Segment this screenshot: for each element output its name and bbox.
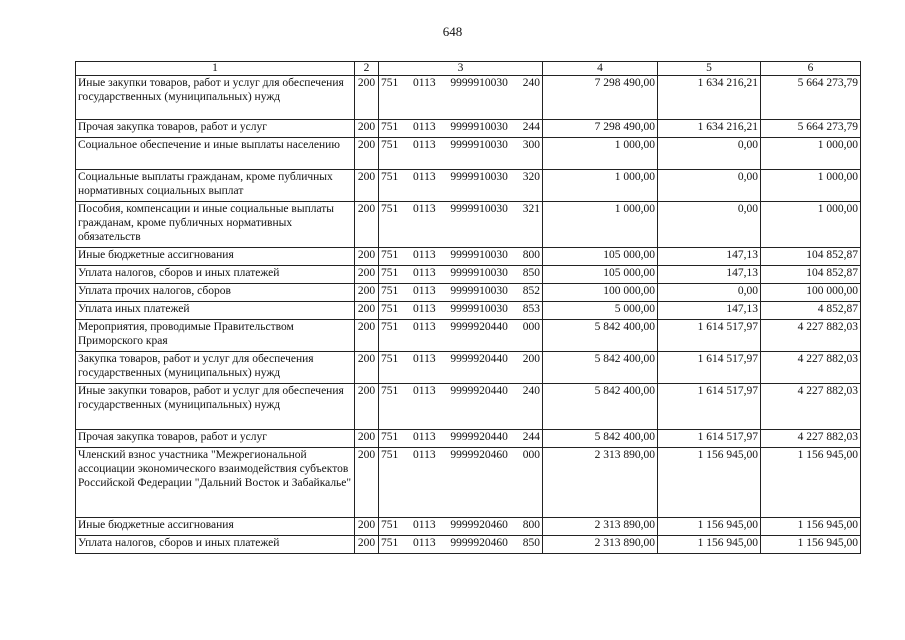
code-target: 9999910030 xyxy=(450,249,508,261)
code-section: 0113 xyxy=(413,121,436,133)
code-expense-type: 850 xyxy=(522,537,540,549)
row-name: Прочая закупка товаров, работ и услуг xyxy=(76,120,355,138)
row-col4-value: 105 000,00 xyxy=(543,248,658,266)
row-col5-value: 1 634 216,21 xyxy=(658,120,761,138)
code-section: 0113 xyxy=(413,519,436,531)
code-glv: 751 xyxy=(381,431,399,443)
row-classification-code xyxy=(379,302,543,320)
table-row xyxy=(76,536,861,554)
row-col4-value: 7 298 490,00 xyxy=(543,76,658,120)
column-header: 3 xyxy=(379,62,543,76)
row-col4-value: 5 842 400,00 xyxy=(543,320,658,352)
row-name: Иные бюджетные ассигнования xyxy=(76,248,355,266)
table-row xyxy=(76,518,861,536)
row-col4-value: 5 842 400,00 xyxy=(543,352,658,384)
table-row xyxy=(76,352,861,384)
row-col6-value: 1 156 945,00 xyxy=(761,518,861,536)
row-name: Членский взнос участника "Межрегиональной ассоциации экономического взаимодействия субъектов Российской Федерации "Дальний Восток и Забайкалье" xyxy=(76,448,355,518)
row-col4-value: 5 000,00 xyxy=(543,302,658,320)
table-row xyxy=(76,170,861,202)
code-target: 9999920460 xyxy=(450,519,508,531)
row-code-col2: 200 xyxy=(355,248,379,266)
row-code-col2: 200 xyxy=(355,120,379,138)
code-glv: 751 xyxy=(381,303,399,315)
code-target: 9999910030 xyxy=(450,77,508,89)
row-col5-value: 1 614 517,97 xyxy=(658,320,761,352)
code-section: 0113 xyxy=(413,449,436,461)
code-target: 9999910030 xyxy=(450,171,508,183)
row-col6-value: 4 227 882,03 xyxy=(761,352,861,384)
row-classification-code xyxy=(379,430,543,448)
code-target: 9999910030 xyxy=(450,121,508,133)
row-name: Иные закупки товаров, работ и услуг для обеспечения государственных (муниципальных) нужд xyxy=(76,76,355,120)
header-row xyxy=(76,62,861,76)
row-col5-value: 1 156 945,00 xyxy=(658,536,761,554)
row-code-col2: 200 xyxy=(355,448,379,518)
code-section: 0113 xyxy=(413,203,436,215)
code-section: 0113 xyxy=(413,303,436,315)
row-col6-value: 4 227 882,03 xyxy=(761,384,861,430)
row-col6-value: 104 852,87 xyxy=(761,248,861,266)
code-target: 9999920460 xyxy=(450,449,508,461)
code-glv: 751 xyxy=(381,519,399,531)
row-name: Иные закупки товаров, работ и услуг для обеспечения государственных (муниципальных) нужд xyxy=(76,384,355,430)
table-row xyxy=(76,138,861,170)
row-col4-value: 5 842 400,00 xyxy=(543,430,658,448)
row-col5-value: 1 614 517,97 xyxy=(658,430,761,448)
code-target: 9999920440 xyxy=(450,431,508,443)
row-col6-value: 1 000,00 xyxy=(761,138,861,170)
code-section: 0113 xyxy=(413,321,436,333)
code-expense-type: 240 xyxy=(522,77,540,89)
row-classification-code xyxy=(379,120,543,138)
code-section: 0113 xyxy=(413,77,436,89)
row-code-col2: 200 xyxy=(355,430,379,448)
table-row xyxy=(76,320,861,352)
row-code-col2: 200 xyxy=(355,536,379,554)
column-header: 5 xyxy=(658,62,761,76)
row-col5-value: 0,00 xyxy=(658,284,761,302)
row-col6-value: 100 000,00 xyxy=(761,284,861,302)
code-expense-type: 850 xyxy=(522,267,540,279)
row-col4-value: 2 313 890,00 xyxy=(543,518,658,536)
code-expense-type: 800 xyxy=(522,249,540,261)
row-name: Мероприятия, проводимые Правительством Приморского края xyxy=(76,320,355,352)
code-target: 9999910030 xyxy=(450,203,508,215)
code-section: 0113 xyxy=(413,249,436,261)
column-header: 4 xyxy=(543,62,658,76)
row-col4-value: 5 842 400,00 xyxy=(543,384,658,430)
code-glv: 751 xyxy=(381,77,399,89)
row-col5-value: 147,13 xyxy=(658,248,761,266)
row-classification-code xyxy=(379,266,543,284)
code-expense-type: 000 xyxy=(522,449,540,461)
row-code-col2: 200 xyxy=(355,352,379,384)
code-glv: 751 xyxy=(381,267,399,279)
code-expense-type: 244 xyxy=(522,121,540,133)
column-header: 1 xyxy=(76,62,355,76)
code-target: 9999910030 xyxy=(450,139,508,151)
row-code-col2: 200 xyxy=(355,284,379,302)
code-glv: 751 xyxy=(381,321,399,333)
row-classification-code xyxy=(379,536,543,554)
row-col6-value: 4 227 882,03 xyxy=(761,430,861,448)
code-expense-type: 853 xyxy=(522,303,540,315)
row-name: Пособия, компенсации и иные социальные выплаты гражданам, кроме публичных нормативных обязательств xyxy=(76,202,355,248)
row-col5-value: 1 634 216,21 xyxy=(658,76,761,120)
code-section: 0113 xyxy=(413,537,436,549)
row-code-col2: 200 xyxy=(355,170,379,202)
code-glv: 751 xyxy=(381,171,399,183)
table-row xyxy=(76,284,861,302)
table-row xyxy=(76,120,861,138)
column-header: 6 xyxy=(761,62,861,76)
row-classification-code xyxy=(379,284,543,302)
row-name: Социальное обеспечение и иные выплаты населению xyxy=(76,138,355,170)
code-glv: 751 xyxy=(381,537,399,549)
row-classification-code xyxy=(379,320,543,352)
code-expense-type: 244 xyxy=(522,431,540,443)
code-glv: 751 xyxy=(381,139,399,151)
table-row xyxy=(76,302,861,320)
code-expense-type: 321 xyxy=(522,203,540,215)
code-target: 9999910030 xyxy=(450,285,508,297)
code-glv: 751 xyxy=(381,249,399,261)
row-code-col2: 200 xyxy=(355,202,379,248)
row-col4-value: 2 313 890,00 xyxy=(543,448,658,518)
row-col4-value: 1 000,00 xyxy=(543,170,658,202)
page-number: 648 xyxy=(442,24,463,39)
column-header: 2 xyxy=(355,62,379,76)
code-target: 9999920440 xyxy=(450,385,508,397)
code-glv: 751 xyxy=(381,285,399,297)
row-col5-value: 1 156 945,00 xyxy=(658,518,761,536)
row-col6-value: 5 664 273,79 xyxy=(761,76,861,120)
row-name: Уплата иных платежей xyxy=(76,302,355,320)
code-glv: 751 xyxy=(381,121,399,133)
row-col4-value: 1 000,00 xyxy=(543,138,658,170)
row-col6-value: 1 000,00 xyxy=(761,170,861,202)
table-row xyxy=(76,384,861,430)
budget-table xyxy=(75,61,861,554)
row-col4-value: 100 000,00 xyxy=(543,284,658,302)
row-name: Закупка товаров, работ и услуг для обеспечения государственных (муниципальных) нужд xyxy=(76,352,355,384)
row-col4-value: 1 000,00 xyxy=(543,202,658,248)
row-classification-code xyxy=(379,170,543,202)
table-row xyxy=(76,248,861,266)
table-row xyxy=(76,448,861,518)
code-expense-type: 240 xyxy=(522,385,540,397)
code-glv: 751 xyxy=(381,203,399,215)
row-classification-code xyxy=(379,76,543,120)
code-target: 9999910030 xyxy=(450,267,508,279)
row-col6-value: 4 852,87 xyxy=(761,302,861,320)
table-row xyxy=(76,76,861,120)
row-col6-value: 1 156 945,00 xyxy=(761,448,861,518)
code-expense-type: 200 xyxy=(522,353,540,365)
code-glv: 751 xyxy=(381,449,399,461)
row-col5-value: 0,00 xyxy=(658,202,761,248)
code-section: 0113 xyxy=(413,139,436,151)
row-name: Уплата прочих налогов, сборов xyxy=(76,284,355,302)
row-col5-value: 0,00 xyxy=(658,138,761,170)
row-col6-value: 104 852,87 xyxy=(761,266,861,284)
row-classification-code xyxy=(379,202,543,248)
row-classification-code xyxy=(379,518,543,536)
code-section: 0113 xyxy=(413,385,436,397)
code-expense-type: 320 xyxy=(522,171,540,183)
code-section: 0113 xyxy=(413,267,436,279)
row-classification-code xyxy=(379,248,543,266)
row-classification-code xyxy=(379,352,543,384)
code-expense-type: 800 xyxy=(522,519,540,531)
code-target: 9999920440 xyxy=(450,353,508,365)
row-code-col2: 200 xyxy=(355,76,379,120)
row-col5-value: 1 156 945,00 xyxy=(658,448,761,518)
code-section: 0113 xyxy=(413,353,436,365)
row-col4-value: 105 000,00 xyxy=(543,266,658,284)
row-code-col2: 200 xyxy=(355,138,379,170)
row-name: Уплата налогов, сборов и иных платежей xyxy=(76,536,355,554)
row-col6-value: 5 664 273,79 xyxy=(761,120,861,138)
code-target: 9999910030 xyxy=(450,303,508,315)
row-col5-value: 147,13 xyxy=(658,302,761,320)
row-name: Уплата налогов, сборов и иных платежей xyxy=(76,266,355,284)
row-name: Социальные выплаты гражданам, кроме публичных нормативных социальных выплат xyxy=(76,170,355,202)
row-code-col2: 200 xyxy=(355,384,379,430)
row-col6-value: 1 000,00 xyxy=(761,202,861,248)
table-row xyxy=(76,266,861,284)
table-row xyxy=(76,430,861,448)
row-classification-code xyxy=(379,384,543,430)
row-col6-value: 1 156 945,00 xyxy=(761,536,861,554)
row-code-col2: 200 xyxy=(355,320,379,352)
code-section: 0113 xyxy=(413,431,436,443)
code-section: 0113 xyxy=(413,285,436,297)
code-glv: 751 xyxy=(381,353,399,365)
row-classification-code xyxy=(379,448,543,518)
row-col5-value: 0,00 xyxy=(658,170,761,202)
code-glv: 751 xyxy=(381,385,399,397)
code-expense-type: 000 xyxy=(522,321,540,333)
row-col4-value: 7 298 490,00 xyxy=(543,120,658,138)
row-col5-value: 1 614 517,97 xyxy=(658,384,761,430)
code-section: 0113 xyxy=(413,171,436,183)
row-col5-value: 147,13 xyxy=(658,266,761,284)
row-classification-code xyxy=(379,138,543,170)
row-code-col2: 200 xyxy=(355,266,379,284)
row-code-col2: 200 xyxy=(355,518,379,536)
row-col6-value: 4 227 882,03 xyxy=(761,320,861,352)
code-expense-type: 300 xyxy=(522,139,540,151)
row-col5-value: 1 614 517,97 xyxy=(658,352,761,384)
row-code-col2: 200 xyxy=(355,302,379,320)
table-row xyxy=(76,202,861,248)
code-target: 9999920460 xyxy=(450,537,508,549)
row-col4-value: 2 313 890,00 xyxy=(543,536,658,554)
row-name: Иные бюджетные ассигнования xyxy=(76,518,355,536)
row-name: Прочая закупка товаров, работ и услуг xyxy=(76,430,355,448)
code-expense-type: 852 xyxy=(522,285,540,297)
code-target: 9999920440 xyxy=(450,321,508,333)
